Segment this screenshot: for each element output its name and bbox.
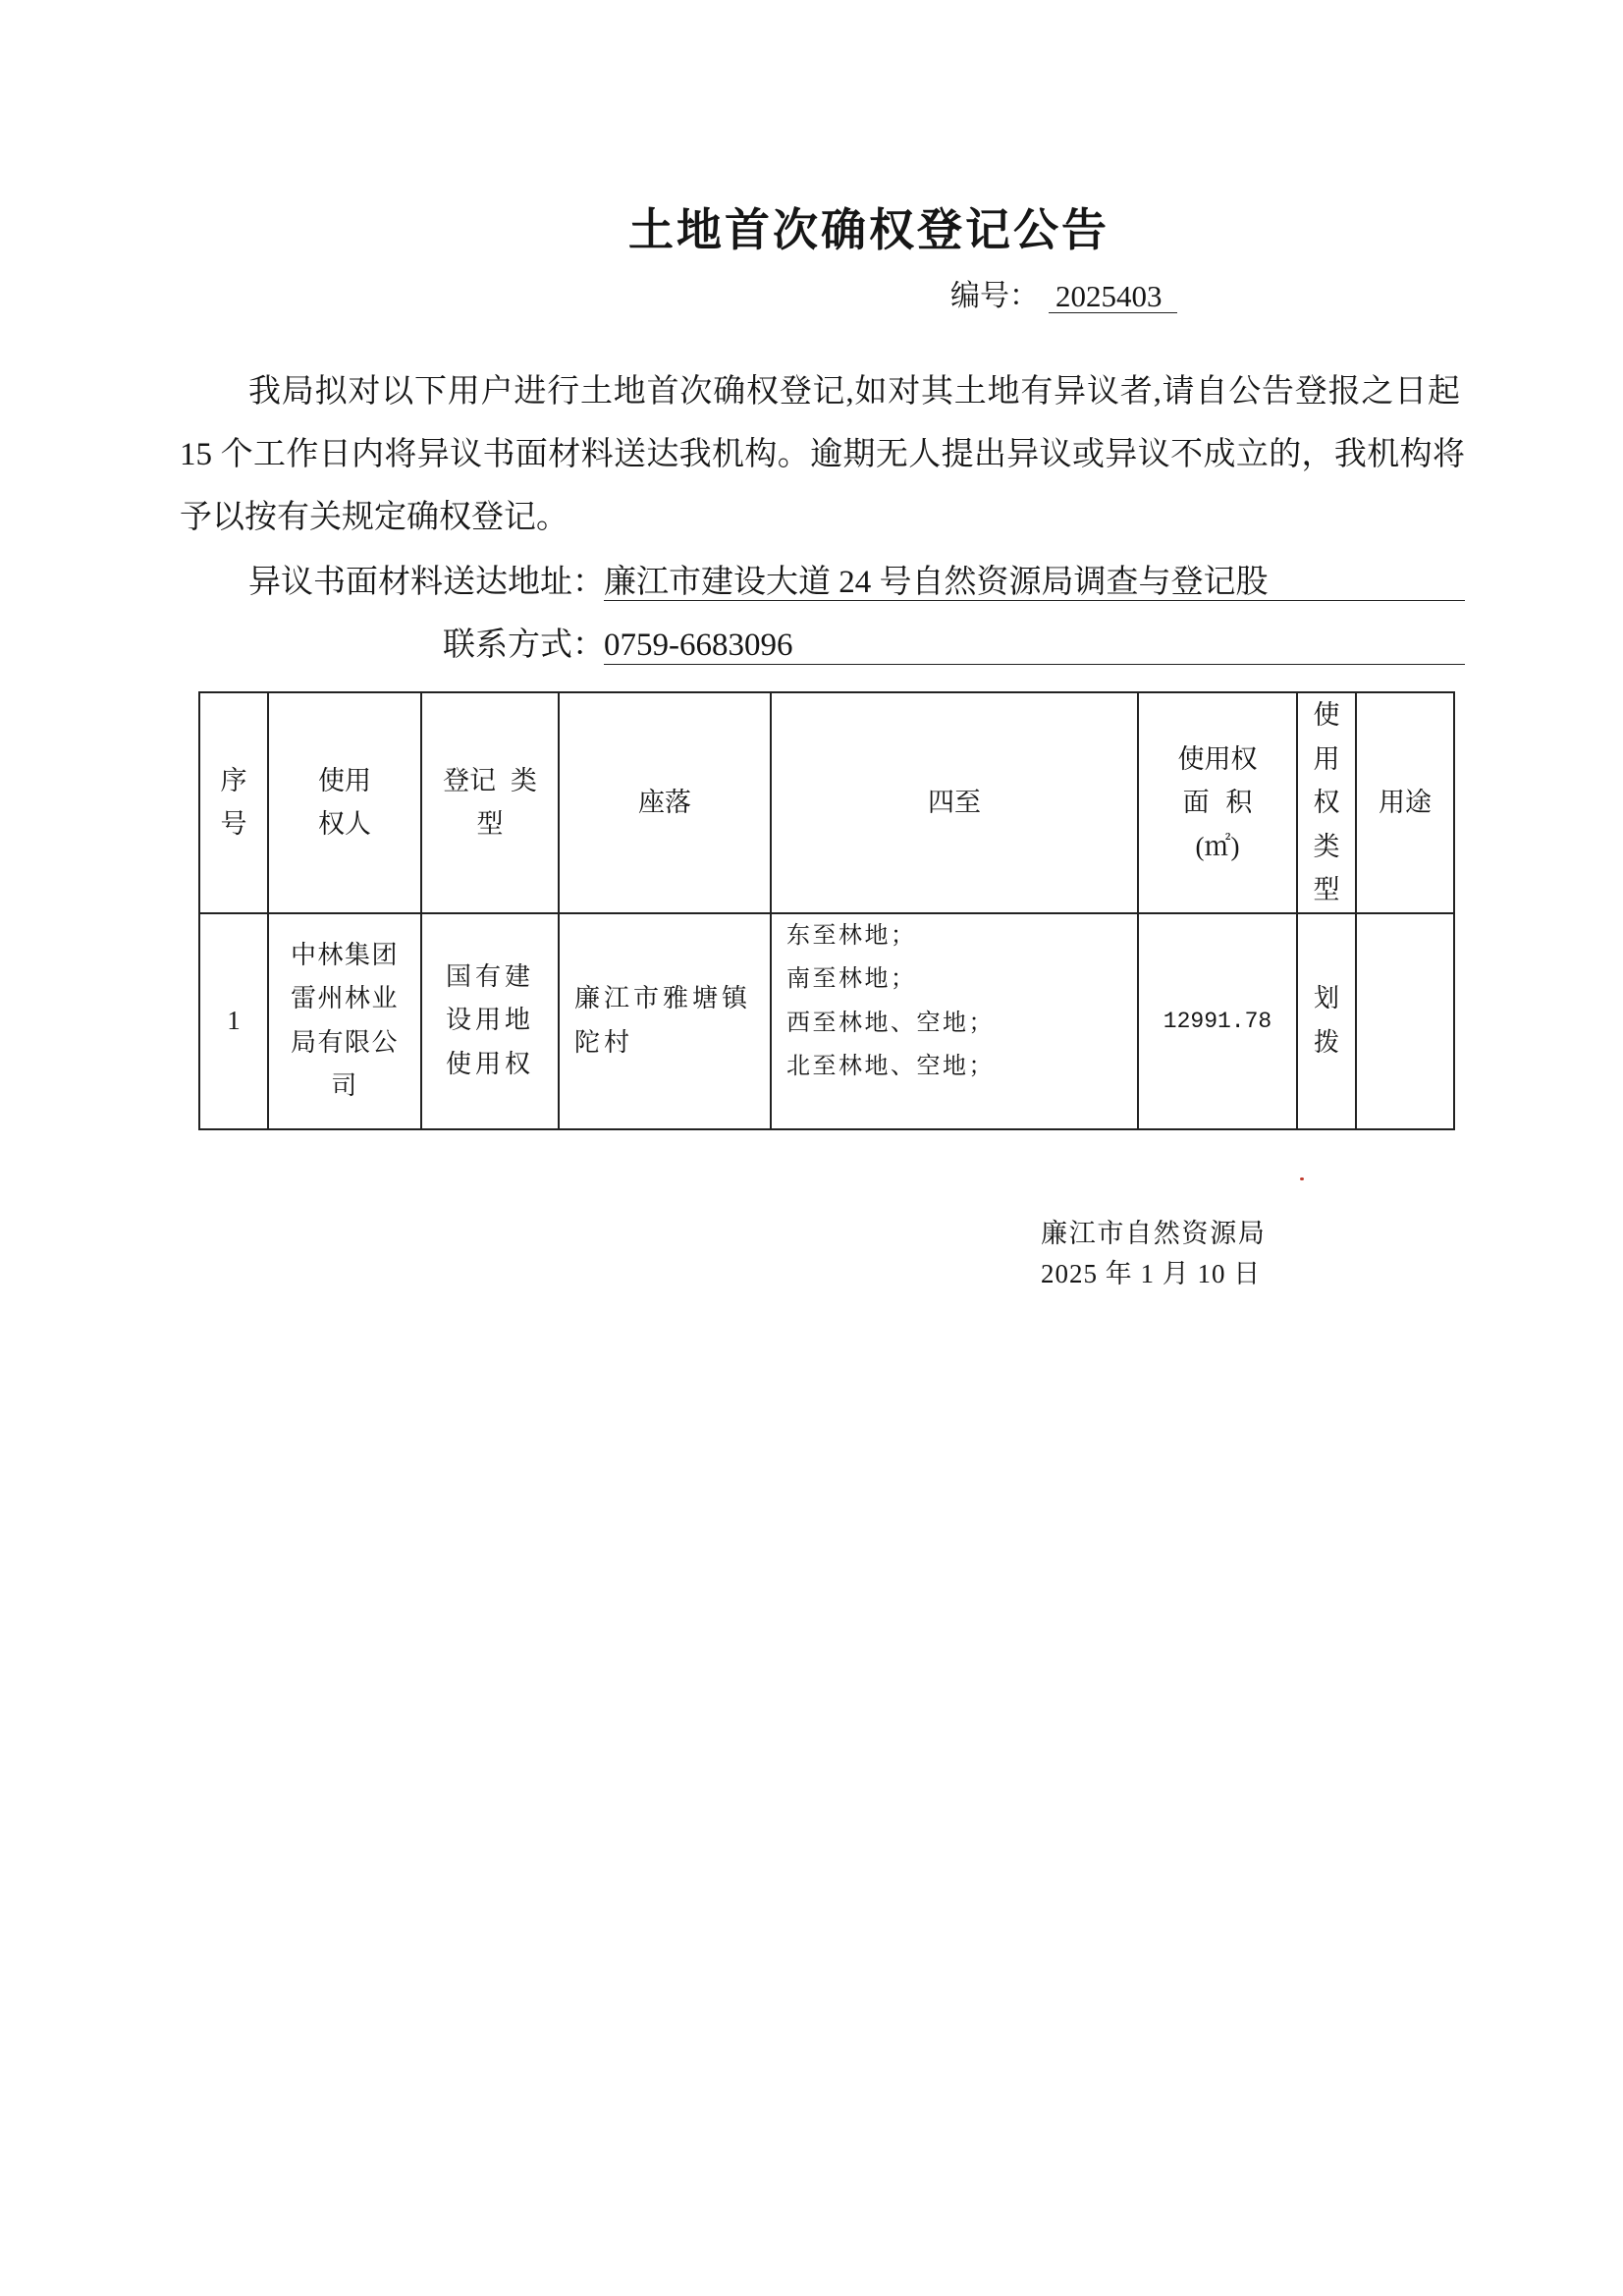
header-usage bbox=[1356, 692, 1454, 913]
header-seq bbox=[199, 692, 268, 913]
header-line: 用途 bbox=[1379, 788, 1432, 817]
cell-usage bbox=[1356, 913, 1454, 1129]
header-line: 使用 bbox=[318, 765, 371, 795]
header-line: 类 bbox=[1313, 831, 1340, 861]
header-line: 型 bbox=[1313, 875, 1340, 904]
cell-area: 12991.78 bbox=[1138, 913, 1297, 1129]
header-line: 四至 bbox=[928, 788, 981, 817]
cell-right-type bbox=[1297, 913, 1356, 1129]
location-text: 廉江市雅塘镇陀村 bbox=[574, 984, 752, 1057]
table-row bbox=[199, 913, 1454, 1129]
notice-paragraph-line: 我局拟对以下用户进行土地首次确权登记,如对其土地有异议者,请自公告登报之日起 bbox=[248, 374, 1460, 410]
holder-text: 中林集团雷州林业局有限公司 bbox=[290, 940, 399, 1100]
registration-type-text: 国有建设用地使用权 bbox=[445, 961, 534, 1078]
header-line: (㎡) bbox=[1195, 831, 1240, 861]
notice-title: 土地首次确权登记公告 bbox=[628, 205, 1109, 255]
cell-holder bbox=[268, 913, 421, 1129]
cell-boundaries bbox=[771, 913, 1138, 1129]
notice-paragraph-line: 予以按有关规定确权登记。 bbox=[180, 500, 568, 535]
objection-address: 廉江市建设大道 24 号自然资源局调查与登记股 bbox=[604, 565, 1269, 600]
cell-registration-type bbox=[421, 913, 559, 1129]
header-right-type bbox=[1297, 692, 1356, 913]
notice-number-label: 编号： bbox=[950, 280, 1039, 312]
notice-number: 2025403 bbox=[1049, 280, 1177, 313]
header-line: 使用权 bbox=[1177, 743, 1258, 774]
header-line: 型 bbox=[476, 809, 504, 840]
header-line: 权 bbox=[1313, 788, 1340, 817]
notice-paragraph-line: 15 个工作日内将异议书面材料送达我机构。逾期无人提出异议或异议不成立的，我机构将 bbox=[180, 437, 1465, 472]
boundary-line: 东至林地； bbox=[786, 922, 917, 949]
right-type-text: 划拨 bbox=[1313, 984, 1339, 1057]
objection-address-label: 异议书面材料送达地址： bbox=[248, 565, 605, 600]
header-line: 用 bbox=[1313, 743, 1340, 774]
contact-underline bbox=[604, 664, 1465, 665]
registration-table bbox=[198, 691, 1455, 1130]
header-location bbox=[559, 692, 771, 913]
header-boundaries bbox=[771, 692, 1138, 913]
header-area bbox=[1138, 692, 1297, 913]
header-line: 座落 bbox=[638, 788, 691, 817]
header-line: 权人 bbox=[318, 809, 371, 840]
header-registration-type bbox=[421, 692, 559, 913]
header-holder bbox=[268, 692, 421, 913]
boundary-line: 西至林地、空地； bbox=[786, 1010, 995, 1036]
header-line: 面 积 bbox=[1182, 788, 1253, 817]
boundary-line: 南至林地； bbox=[786, 966, 917, 992]
header-line: 序 bbox=[220, 765, 247, 795]
cell-seq: 1 bbox=[199, 913, 268, 1129]
issuer-name: 廉江市自然资源局 bbox=[1041, 1219, 1267, 1248]
cell-location bbox=[559, 913, 771, 1129]
header-line: 号 bbox=[220, 809, 247, 840]
scan-mark bbox=[1300, 1177, 1304, 1180]
issue-date: 2025 年 1 月 10 日 bbox=[1041, 1259, 1262, 1288]
boundary-line: 北至林地、空地； bbox=[786, 1054, 995, 1079]
address-underline bbox=[604, 600, 1465, 601]
contact-label: 联系方式： bbox=[443, 628, 605, 663]
header-line: 使 bbox=[1313, 700, 1340, 730]
contact-phone: 0759-6683096 bbox=[604, 628, 793, 663]
table-header-row bbox=[199, 692, 1454, 913]
header-line: 登记 类 bbox=[443, 765, 537, 795]
